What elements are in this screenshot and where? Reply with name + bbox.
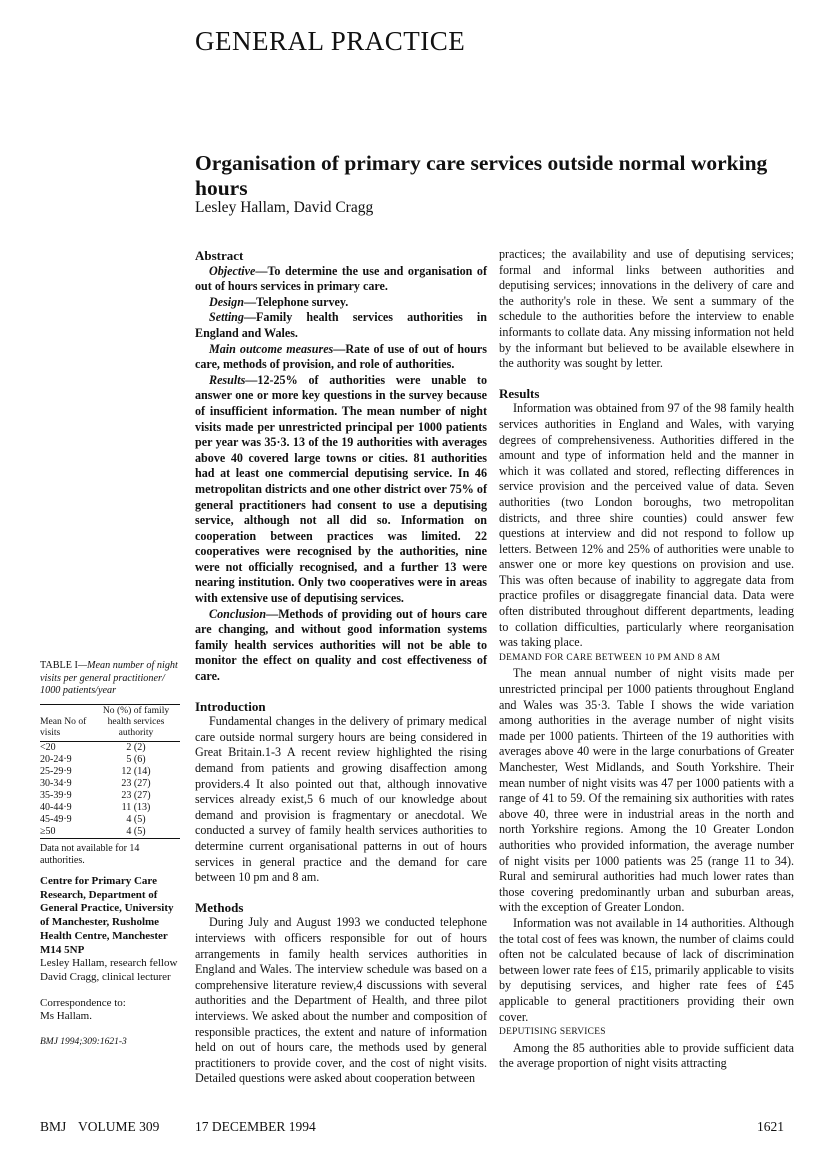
table-cell-value: 5 (6) — [126, 753, 146, 765]
authors: Lesley Hallam, David Cragg — [195, 199, 374, 216]
author1-role: Lesley Hallam, research fellow — [40, 957, 178, 970]
deputising-heading: DEPUTISING SERVICES — [499, 1027, 606, 1038]
footer-date: 17 DECEMBER 1994 — [195, 1119, 316, 1134]
citation: BMJ 1994;309:1621-3 — [40, 1037, 127, 1048]
table-cell-range: 40-44·9 — [40, 801, 72, 813]
table-cell-value: 4 (5) — [126, 813, 146, 825]
institution: Centre for Primary Care Research, Department of General Practice, University of Manchester, Rusholme Health Centre, Manchester M14 5NP — [40, 875, 174, 956]
table-row — [40, 814, 180, 826]
correspondence-name: Ms Hallam. — [40, 1010, 92, 1023]
footer-volume: VOLUME 309 — [78, 1119, 160, 1134]
right-column — [499, 247, 794, 1072]
introduction-text: Fundamental changes in the delivery of primary medical care outside normal surgery hours are being considered in Great Britain.1-3 A recent review highlighted the rising demand from patients and growing disaffection among providers.4 It also pointed out that, although innovative services already exist,5 6 much of our knowledge about demand and provision is fragmentary or anecdotal. We conducted a survey of family health services authorities to determine current organisational patterns in out of hours services in general practice and the demand for care between 10 pm and 8 am. — [195, 714, 487, 885]
table-cell-range: 35-39·9 — [40, 789, 72, 801]
affiliation — [40, 875, 180, 1050]
table-rows — [40, 741, 180, 838]
abstract-results: Results—12-25% of authorities were unable to answer one or more key questions in the survey because of insufficient information. The mean number of night visits made per unrestricted principal per 1000 patients per year was 35·3. 13 of the 19 authorities with averages above 40 covered large towns or cities. 81 authorities had at least one commercial deputising service. In 46 metropolitan districts and one other district over 75% of general practitioners had consent to use a deputising service, although not all did so. Information on cooperation between practices was limited. 22 cooperatives were recognised by the authorities, nine were not officially recognised, and a further 13 were nearing institution. Only two cooperatives were in areas with extensive use of deputising services. — [195, 372, 487, 606]
table-row — [40, 754, 180, 766]
table-col-mean-visits: Mean No of visits — [40, 715, 87, 738]
abstract-design: Design—Telephone survey. — [209, 294, 349, 309]
table-cell-range: 45-49·9 — [40, 813, 72, 825]
table-body — [40, 704, 180, 839]
correspondence-label: Correspondence to: — [40, 996, 126, 1009]
methods-text: During July and August 1993 we conducted telephone interviews with officers responsible for out of hours arrangements in family health services authorities in England and Wales. The interview schedule was based on a comprehensive literature review,4 discussions with several authorities and the Department of Health, and three pilot interviews. We asked about the number and composition of responsible practices, the extent and nature of information held on out of hours care, the methods used by general practitioners to provide cover, and the cost of night visits. Detailed questions were asked about cooperation between — [195, 915, 487, 1086]
methods-heading: Methods — [195, 899, 244, 915]
methods-continued: practices; the availability and use of deputising services; formal and informal links between authorities and deputising services; innovations in the delivery of care and the authority's role in these. We sent a summary of the schedule to the authorities before the interview to enable informants to collate data. Any missing information not held by the informant but believed to be available elsewhere in the authority was sought by letter. — [499, 247, 794, 371]
results-p2: The mean annual number of night visits made per unrestricted principal per 1000 patients throughout England and Wales was 35·3. Table I shows the wide variation among authorities in the average number of night visits made per 1000 patients. Thirteen of the 19 authorities with averages above 40 were in the large conurbations of Greater Manchester, West Midlands, and South Yorkshire. Their mean number of night visits was 47 per 1000 patients with a range of 41 to 59. Of the remaining six authorities with rates above 40, three were in industrial areas in the north and north Yorkshire regions. Among the 10 Greater London authorities who provided information, the average number of night visits per 1000 patients was 25 (range 11 to 34). Rural and semirural authorities had much lower rates than those covering predominantly urban and suburban areas, with the exception of Greater London. — [499, 666, 794, 915]
table-cell-value: 23 (27) — [121, 777, 151, 789]
table-cell-value: 2 (2) — [126, 741, 146, 753]
table-cell-value: 23 (27) — [121, 789, 151, 801]
table-cell-range: ≥50 — [40, 825, 56, 837]
results-p1: Information was obtained from 97 of the 98 family health services authorities in England and Wales, with varying degrees of comprehensiveness. Authorities differed in the amount and type of information held and the manner in which it was collated and stored, reflecting differences in service provision and the perceived value of data. Seven authorities (two London boroughs, two metropolitan districts, and three shire counties) could answer few questions at interview and did not respond to follow up letters. Between 12% and 25% of authorities were unable to answer one or more key questions on provision and use. This was often because of inability to aggregate data from practice profiles or disaggregate financial data. Data were often distributed throughout different departments, leading to collation difficulties, particularly where reorganisation was taking place. — [499, 401, 794, 650]
table-row — [40, 741, 180, 754]
table-row — [40, 766, 180, 778]
section-title: GENERAL PRACTICE — [195, 26, 466, 56]
table-row — [40, 802, 180, 814]
abstract-setting: Setting—Family health services authorities in England and Wales. — [195, 310, 487, 340]
results-p4: Among the 85 authorities able to provide sufficient data the average proportion of night visits attracting — [499, 1040, 794, 1071]
abstract-heading: Abstract — [195, 248, 244, 263]
author2-role: David Cragg, clinical lecturer — [40, 970, 171, 983]
table-caption: TABLE I—Mean number of night visits per general practitioner/ 1000 patients/year — [40, 660, 178, 697]
abstract-conclusion: Conclusion—Methods of providing out of hours care are changing, and without good information systems family health services authorities will not be able to monitor the effect on quality and cost effectiveness of care. — [195, 606, 487, 684]
table-row — [40, 790, 180, 802]
table-cell-range: 25-29·9 — [40, 765, 72, 777]
footer-page: 1621 — [757, 1119, 784, 1134]
article-title: Organisation of primary care services outside normal working hours — [195, 151, 768, 200]
table-note: Data not available for 14 authorities. — [40, 842, 140, 867]
table-col-authorities: No (%) of family health services authority — [102, 704, 170, 738]
results-heading: Results — [499, 385, 540, 401]
table-i — [40, 660, 180, 868]
table-cell-value: 12 (14) — [121, 765, 151, 777]
table-cell-range: 20-24·9 — [40, 753, 72, 765]
introduction-heading: Introduction — [195, 698, 266, 714]
table-cell-range: <20 — [40, 741, 56, 753]
demand-heading: DEMAND FOR CARE BETWEEN 10 PM AND 8 AM — [499, 652, 721, 663]
footer-journal: BMJ — [40, 1119, 67, 1134]
abstract-measures: Main outcome measures—Rate of use of out of hours care, methods of provision, and role of authorities. — [195, 341, 487, 372]
table-cell-range: 30-34·9 — [40, 777, 72, 789]
table-row — [40, 778, 180, 790]
abstract-objective: Objective—To determine the use and organisation of out of hours services in primary care. — [195, 263, 487, 294]
table-cell-value: 4 (5) — [126, 825, 146, 837]
results-p3: Information was not available in 14 authorities. Although the total cost of fees was known, the number of claims could often not be calculated because of lack of discrimination between lower rate fees of £15, primarily applicable to visits by deputising services, and higher rate fees of £45 applicable to general practitioners providing their own cover. — [499, 915, 794, 1024]
table-cell-value: 11 (13) — [121, 801, 151, 813]
table-row — [40, 826, 180, 839]
main-column — [195, 248, 487, 1087]
